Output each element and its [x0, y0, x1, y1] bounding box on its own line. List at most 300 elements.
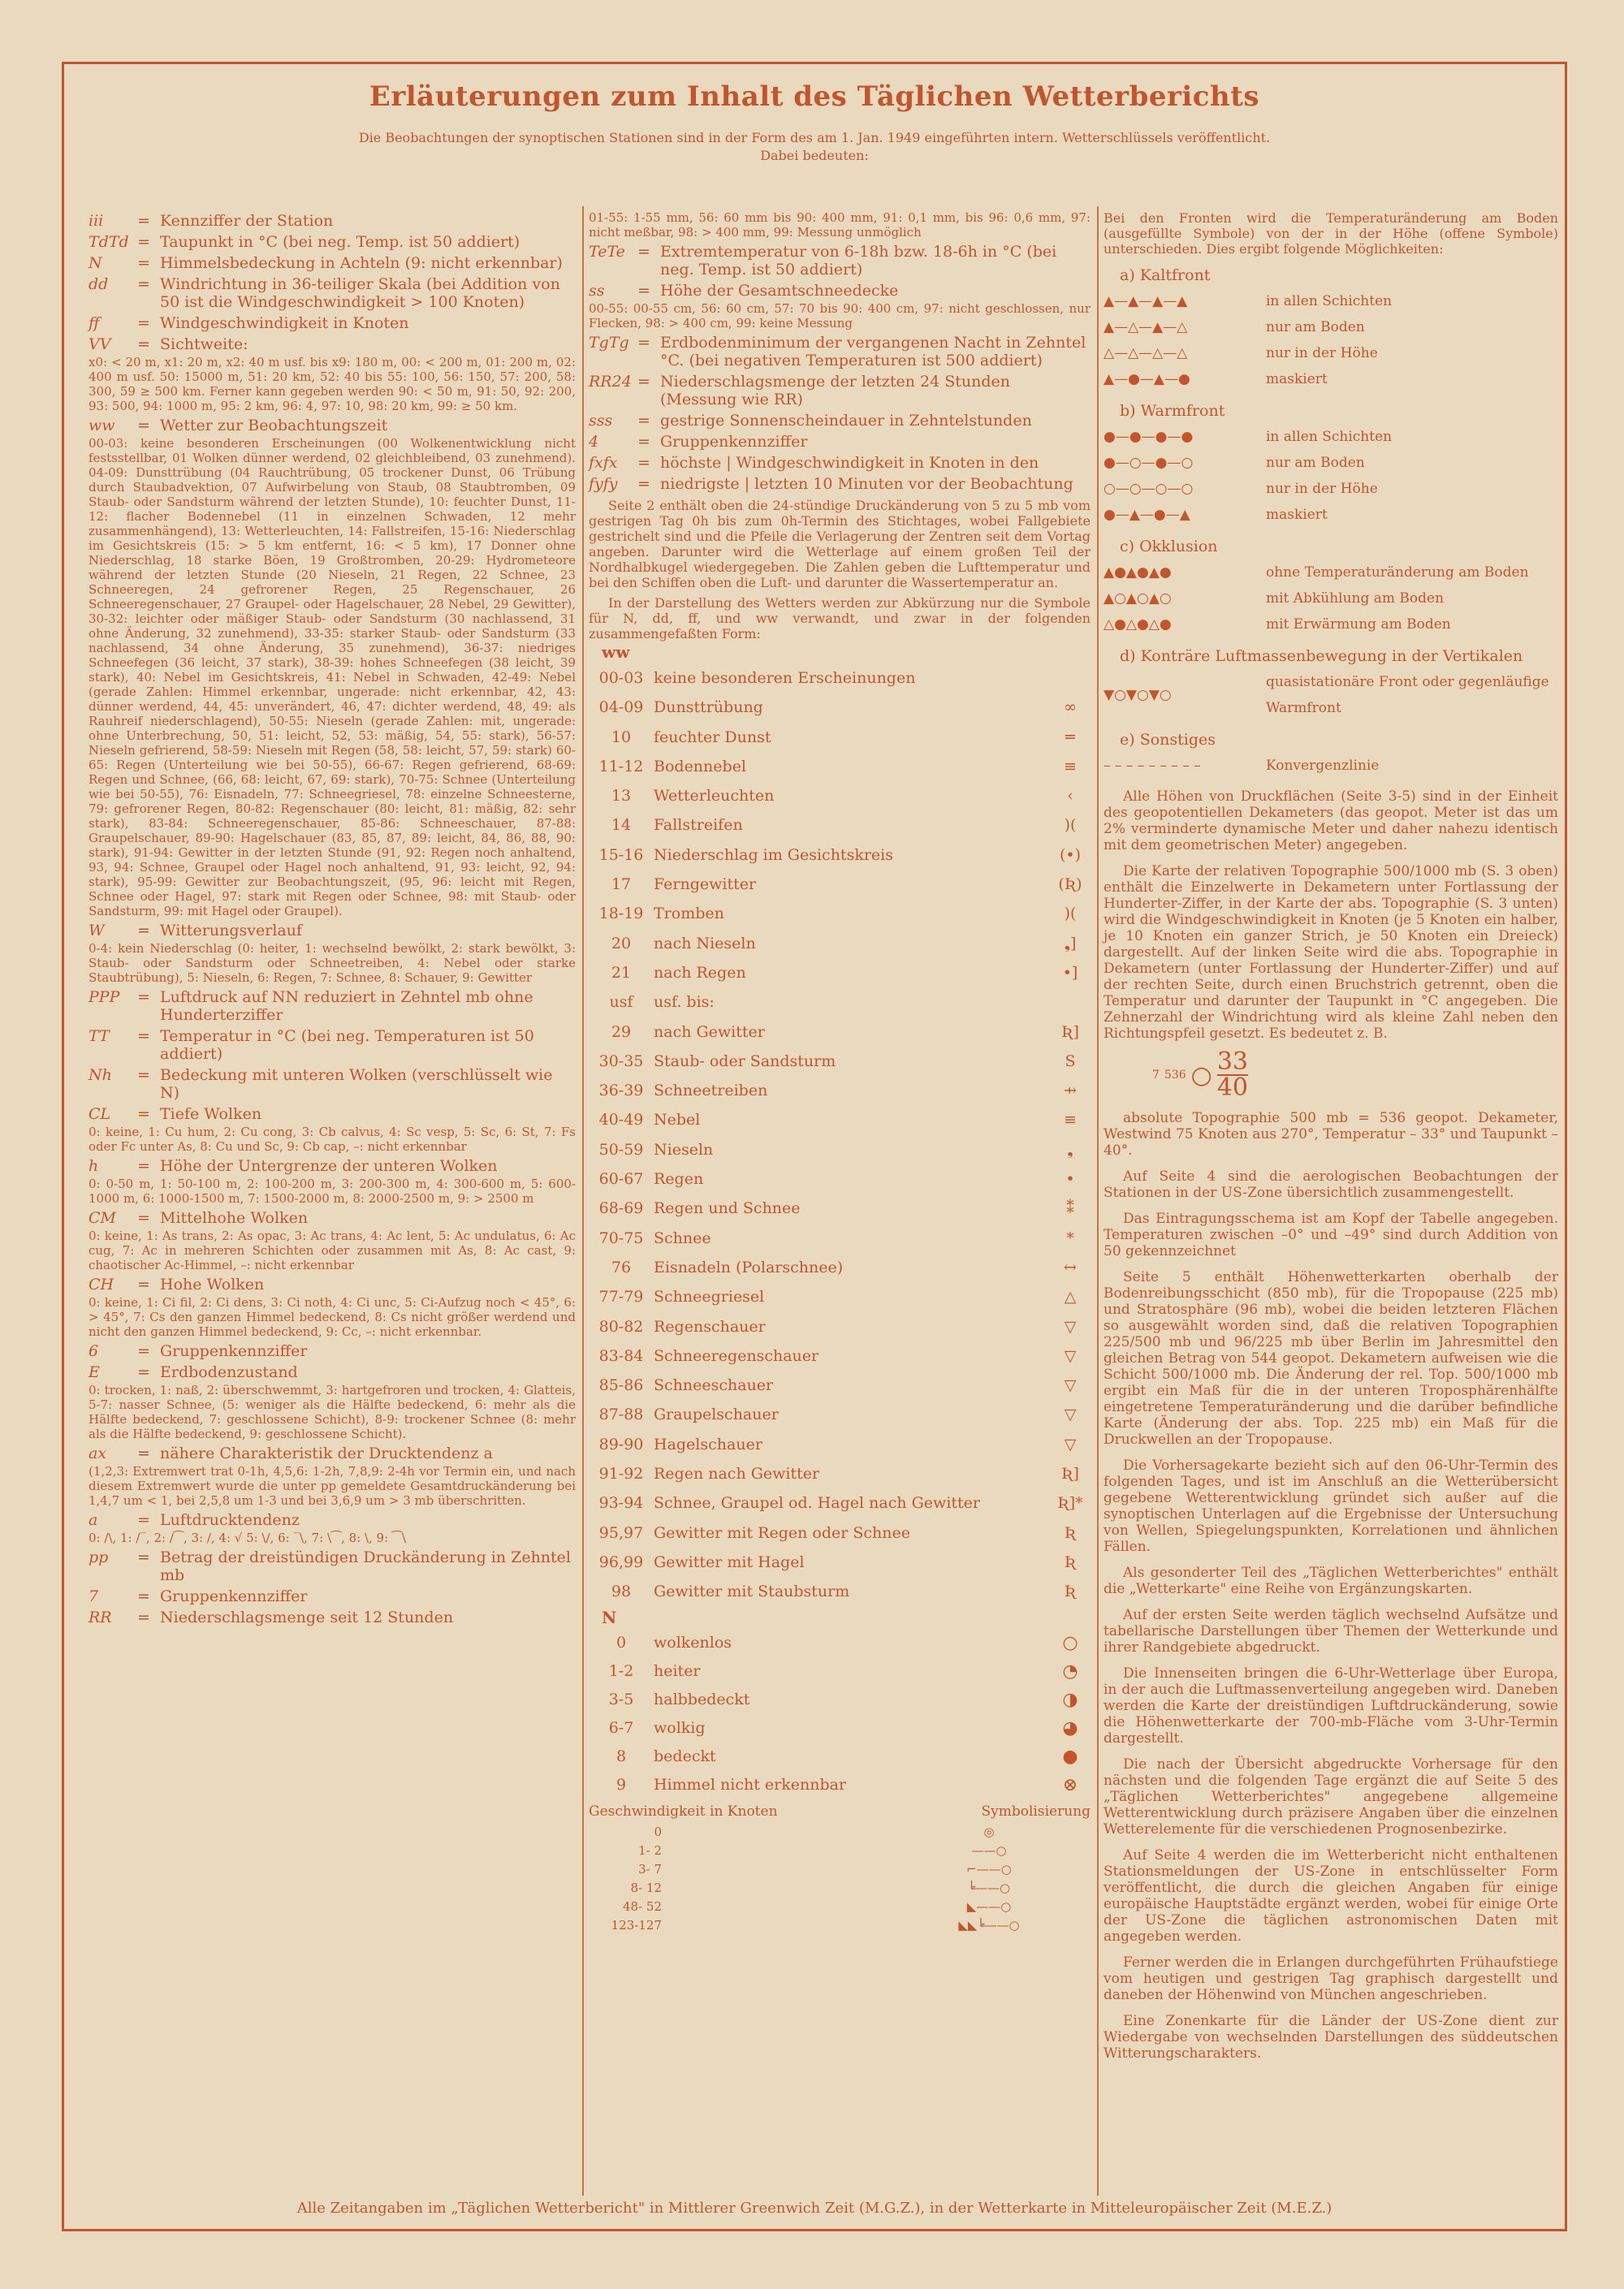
- equals-sign: =: [637, 412, 650, 430]
- column-3: [1104, 209, 1558, 2062]
- symbol-row: [589, 1548, 1091, 1577]
- paragraph: Ferner werden die in Erlangen durchgeführten Frühaufstiege vom heutigen und gestrigen Tag graphisch dargestellt und daneben der Höhenwind von München angeschrieben.: [1104, 1954, 1558, 2003]
- speed-header: [589, 1804, 1091, 1820]
- equals-sign: =: [137, 988, 150, 1006]
- symbol-code: 40-49: [598, 1111, 644, 1129]
- symbol-code: 04-09: [598, 698, 644, 717]
- equals-sign: =: [137, 1548, 150, 1566]
- spacer: [662, 1898, 888, 1916]
- code-entry: [89, 1609, 576, 1626]
- code-symbol: CL: [89, 1105, 111, 1123]
- code-symbol: h: [89, 1157, 99, 1175]
- symbol-code: 93-94: [598, 1494, 644, 1513]
- symbol-meaning: nach Regen: [654, 963, 746, 982]
- equals-sign: =: [137, 233, 150, 251]
- paragraph: In der Darstellung des Wetters werden zur Abkürzung nur die Symbole für N, dd, ff, und ww verwandt, und zwar in der folgenden zusammengefaßten Form:: [589, 595, 1091, 641]
- code-description: Erdbodenminimum der vergangenen Nacht in Zehntel °C. (bei negativen Temperaturen ist 500 addiert): [660, 334, 1086, 369]
- front-row: [1104, 340, 1558, 366]
- symbol-code: 76: [611, 1258, 632, 1276]
- front-row: [1104, 366, 1558, 392]
- code-description: Gruppenkennziffer: [660, 433, 808, 451]
- entry-detail: (1,2,3: Extremwert trat 0-1h, 4,5,6: 1-2h, 7,8,9: 2-4h vor Termin ein, und nach diesem Extremwert wurde die unter pp gemeldete Gesamtdruckänderung bei 1,4,7 um < 1, bei 2,5,8 um 1-3 und bei 3,6,9 um > 3 mb überschritten.: [89, 1464, 576, 1508]
- speed-value: 1- 2: [638, 1842, 662, 1858]
- symbol-row: [589, 1714, 1091, 1743]
- entry-detail: 0: /\, 1: /‾, 2: /⁀, 3: /, 4: √ 5: \/, 6: ‾\, 7: \⁀, 8: \, 9: ⁀\: [89, 1531, 407, 1545]
- symbol-code: 96,99: [598, 1553, 644, 1571]
- equals-sign: =: [137, 1342, 150, 1360]
- symbol-row: [589, 840, 1091, 870]
- code-entry: [89, 1209, 576, 1227]
- weather-symbol-icon: ▽: [1064, 1406, 1077, 1424]
- weather-symbol-icon: ○: [1062, 1632, 1078, 1653]
- code-description: Erdbodenzustand: [160, 1363, 298, 1381]
- equals-sign: =: [137, 1157, 150, 1175]
- example-temp: 33: [1216, 1047, 1249, 1076]
- equals-sign: =: [137, 1027, 150, 1045]
- paragraph: Das Eintragungsschema ist am Kopf der Tabelle angegeben. Temperaturen zwischen –0° und –49° sind durch Addition von 50 gekennzeichnet: [1104, 1211, 1558, 1259]
- page-title: Erläuterungen zum Inhalt des Täglichen Wetterberichts: [369, 80, 1260, 113]
- symbol-meaning: Gewitter mit Staubsturm: [654, 1583, 850, 1601]
- speed-row: [589, 1823, 1091, 1842]
- code-symbol: ff: [89, 314, 100, 332]
- code-entry: [89, 314, 576, 332]
- weather-symbol-icon: Ʀ: [1064, 1523, 1077, 1542]
- fronts: [1104, 268, 1558, 779]
- symbol-row: [589, 810, 1091, 840]
- symbol-code: usf: [609, 993, 633, 1012]
- front-symbol-icon: △●△●△●: [1104, 616, 1172, 633]
- symbol-meaning: nach Nieseln: [654, 934, 756, 952]
- symbol-row: [589, 752, 1091, 781]
- symbol-meaning: Schnee: [654, 1229, 711, 1247]
- weather-symbol-icon: ⊗: [1062, 1774, 1078, 1795]
- paragraph: Die Innenseiten bringen die 6-Uhr-Wetterlage über Europa, in der auch die Luftmassenverteilung angegeben wird. Daneben werden die Karte der dreistündigen Luftdruckänderung, sowie die Höhenwetterkarte der 700-mb-Fläche vom 3-Uhr-Termin dargestellt.: [1104, 1665, 1558, 1747]
- code-symbol: 6: [89, 1342, 99, 1360]
- weather-symbol-icon: )(: [1064, 905, 1077, 923]
- equals-sign: =: [637, 475, 650, 493]
- weather-symbol-icon: ▽: [1064, 1435, 1077, 1453]
- intro: [162, 129, 1467, 165]
- symbol-row: [589, 663, 1091, 693]
- symbol-code: 30-35: [598, 1052, 644, 1070]
- front-meaning: maskiert: [1266, 507, 1328, 523]
- paragraph: absolute Topographie 500 mb = 536 geopot. Dekameter, Westwind 75 Knoten aus 270°, Temperatur – 33° und Taupunkt – 40°.: [1104, 1110, 1558, 1159]
- equals-sign: =: [137, 1511, 150, 1529]
- weather-symbol-icon: Ʀ]*: [1057, 1494, 1083, 1513]
- entry-detail: 0: keine, 1: Ci fil, 2: Ci dens, 3: Ci noth, 4: Ci unc, 5: Ci-Aufzug noch < 45°, 6: > 45°, 7: Cs den ganzen Himmel bedeckend, 8: Cs nicht größer werdend und nicht den ganzen Himmel bedeckend, 9: Cc, –: nicht erkennbar.: [89, 1295, 576, 1339]
- code-entry: [89, 988, 576, 1024]
- equals-sign: =: [137, 1587, 150, 1605]
- ww-list: [589, 663, 1091, 1607]
- paragraph: Seite 5 enthält Höhenwetterkarten oberhalb der Bodenreibungsschicht (850 mb), für die Tropopause (225 mb) und Stratosphäre (96 mb), wobei die beiden letzteren Flächen so ausgewählt worden sind, daß die relativen Topographien 225/500 mb und 96/225 mb über Berlin im Jahresmittel den gleichen Betrag von 544 geopot. Dekametern aufweisen wie die Schicht 500/1000 mb. Die Änderung der rel. Top. 500/1000 mb ergibt ein Maß für die in der unteren Troposphärenhälfte eingetretene Temperaturänderung und die darüber befindliche Karte (Änderung der abs. Top. 225 mb) ein Maß für die Druckwellen an der Tropopause.: [1104, 1269, 1558, 1448]
- code-symbol: iii: [89, 212, 104, 230]
- example-height: 536: [1164, 1068, 1186, 1082]
- symbol-row: [589, 1430, 1091, 1459]
- code-entry: [589, 282, 1091, 300]
- symbol-code: 15-16: [598, 845, 644, 864]
- code-description: Hohe Wolken: [160, 1276, 265, 1294]
- weather-symbol-icon: Ʀ: [1064, 1553, 1077, 1571]
- symbol-meaning: Schneetreiben: [654, 1082, 768, 1100]
- code-entry: [89, 212, 576, 230]
- front-row: [1104, 450, 1558, 476]
- symbol-row: [589, 723, 1091, 752]
- symbol-row: [589, 1459, 1091, 1488]
- weather-symbol-icon: Ʀ: [1064, 1583, 1077, 1601]
- front-symbol-icon: △—△—△—△: [1104, 345, 1188, 361]
- equals-sign: =: [137, 1066, 150, 1084]
- weather-symbol-icon: ▽: [1064, 1317, 1077, 1336]
- code-description: Windrichtung in 36-teiliger Skala (bei Addition von 50 ist die Windgeschwindigkeit > 100 Knoten): [160, 275, 560, 311]
- front-meaning: ohne Temperaturänderung am Boden: [1266, 564, 1529, 581]
- symbol-code: 10: [611, 728, 632, 746]
- speed-header-right: Symbolisierung: [981, 1803, 1091, 1820]
- entry-detail: 00-03: keine besonderen Erscheinungen (00 Wolkenentwicklung nicht festsstellbar, 01 Wolken dünner werdend, 02 gleichbleibend, 03 zunehmend). 04-09: Dunsttrübung (04 Rauchtrübung, 05 trockener Dunst, 06 Trübung durch Staubadvektion, 07 Aufwirbelung von Staub, 08 Staubtromben, 09 Staub- oder Sandsturm während der letzten Stunde), 10: feuchter Dunst, 11-12: flacher Bodennebel (11 in einzelnen Schwaden, 12 mehr zusammenhängend), 13: Wetterleuchten, 14: Fallstreifen, 15-16: Niederschlag im Gesichtskreis (15: > 5 km entfernt, 16: < 5 km), 17 Donner ohne Niederschlag, 18 starke Böen, 19 Großtromben, 20-29: Hydrometeore während der letzten Stunde (20 Nieseln, 21 Regen, 22 Schnee, 23 Schneeregen, 24 gefrorener Regen, 25 Regenschauer, 26 Schneeregenschauer, 27 Graupel- oder Hagelschauer, 28 Nebel, 29 Gewitter), 30-32: leichter oder mäßiger Staub- oder Sandsturm (30 nachlassend, 31 ohne Änderung, 32 zunehmend), 33-35: starker Staub- oder Sandsturm (33 nachlassend, 34 ohne Änderung, 35 zunehmend), 36-37: niedriges Schneefegen (36 leicht, 37 stark), 38-39: hohes Schneefegen (38 leicht, 39 stark), 40: Nebel im Gesichtskreis, 41: Nebel in Schwaden, 42-49: Nebel (gerade Zahlen: Himmel erkennbar, ungerade: nicht erkennbar, 42, 43: dünner werdend, 44, 45: unverändert, 46, 47: dichter werdend, 48, 49: als Rauhreif niederschlagend), 50-55: Nieseln (gerade Zahlen: mit, ungerade: ohne Unterbrechung, 50, 51: leicht, 52, 53: mäßig, 54, 55: stark), 56-57: Nieseln gefrierend, 58-59: Nieseln mit Regen (58, 58: leicht, 57, 59: stark) 60-65: Regen (Unterteilung wie bei 50-55), 66-67: Regen gefrierend, 68-69: Regen und Schnee, (66, 68: leicht, 67, 69: stark), 70-75: Schnee (Unterteilung wie bei 50-55), 76: Eisnadeln, 77: Schneegriesel, 78: einzelne Schneesterne, 79: gefrorener Regen, 80-82: Regenschauer (80: leicht, 81: mäßig, 82: sehr stark), 83-84: Schneeregenschauer, 85-86: Schneeschauer, 87-88: Graupelschauer, 89-90: Hagelschauer (83, 85, 87, 89: leicht, 84, 86, 88, 90: stark), 91-94: Gewitter in der letzten Stunde (91, 92: Regen noch anhaltend, 93, 94: Schnee, Graupel oder Hagel noch anhaltend, 91, 93: leicht, 92, 94: stark), 95-99: Gewitter zur Beobachtungszeit, (95, 96: leicht mit Regen, Schnee oder Hagel, 97: stark mit Regen oder Schnee, 98: mit Staub- oder Sandsturm, 99: mit Hagel oder Graupel).: [89, 436, 576, 918]
- symbol-meaning: feuchter Dunst: [654, 728, 771, 746]
- code-symbol: TeTe: [589, 243, 625, 261]
- column-divider-2: [1097, 206, 1099, 2196]
- symbol-row: [589, 1577, 1091, 1606]
- symbol-meaning: nach Gewitter: [654, 1022, 765, 1041]
- weather-symbol-icon: Ʀ]: [1061, 1465, 1079, 1484]
- code-symbol: Nh: [89, 1066, 112, 1084]
- wind-barb-icon: ⌐——○: [966, 1861, 1012, 1877]
- symbol-row: [589, 1629, 1091, 1657]
- symbol-code: 83-84: [598, 1346, 644, 1365]
- symbol-row: [589, 1657, 1091, 1686]
- symbol-row: [589, 781, 1091, 810]
- code-description: niedrigste | letzten 10 Minuten vor der Beobachtung: [660, 475, 1073, 493]
- wind-barb-icon: ——○: [971, 1842, 1007, 1858]
- code-entry: [89, 233, 576, 251]
- equals-sign: =: [637, 282, 650, 300]
- equals-sign: =: [137, 314, 150, 332]
- code-description: nähere Charakteristik der Drucktendenz a: [160, 1445, 493, 1462]
- code-symbol: CH: [89, 1276, 114, 1294]
- code-description: Taupunkt in °C (bei neg. Temp. ist 50 addiert): [160, 233, 520, 251]
- front-symbol-icon: ○—○—○—○: [1104, 481, 1194, 497]
- equals-sign: =: [137, 212, 150, 230]
- code-entry: [589, 475, 1091, 493]
- example-notation: [1152, 1047, 1558, 1102]
- symbol-meaning: Nieseln: [654, 1140, 714, 1159]
- code-description: Extremtemperatur von 6-18h bzw. 18-6h in °C (bei neg. Temp. ist 50 addiert): [660, 243, 1057, 279]
- code-symbol: RR: [89, 1609, 112, 1626]
- speed-header-left: Geschwindigkeit in Knoten: [589, 1803, 778, 1820]
- spacer: [662, 1842, 888, 1860]
- equals-sign: =: [137, 335, 150, 353]
- code-entry: [89, 275, 576, 311]
- code-entry: [89, 335, 576, 353]
- code-symbol: 4: [589, 433, 599, 451]
- symbol-meaning: keine besonderen Erscheinungen: [654, 669, 916, 687]
- front-symbol-icon: ▲●▲●▲●: [1104, 564, 1172, 581]
- symbol-code: 68-69: [598, 1199, 644, 1218]
- weather-symbol-icon: *: [1066, 1229, 1074, 1247]
- symbol-row: [589, 1282, 1091, 1311]
- equals-sign: =: [137, 922, 150, 939]
- code-symbol: a: [89, 1511, 98, 1529]
- weather-symbol-icon: S: [1065, 1052, 1076, 1070]
- weather-symbol-icon: (•): [1059, 845, 1082, 864]
- code-symbol: ww: [89, 417, 115, 434]
- code-symbol: TdTd: [89, 233, 129, 251]
- weather-symbol-icon: ═: [1065, 728, 1075, 746]
- code-symbol: VV: [89, 335, 111, 353]
- front-symbol-icon: – – – – – – – – –: [1104, 758, 1201, 774]
- code-description: Kennziffer der Station: [160, 212, 334, 230]
- symbol-row: [589, 958, 1091, 987]
- symbol-row: [589, 1164, 1091, 1194]
- symbol-meaning: halbbedeckt: [654, 1690, 750, 1708]
- symbol-row: [589, 870, 1091, 899]
- equals-sign: =: [137, 417, 150, 434]
- symbol-row: [589, 1105, 1091, 1134]
- code-symbol: dd: [89, 275, 109, 293]
- symbol-meaning: usf. bis:: [654, 993, 715, 1012]
- code-entry: [89, 1027, 576, 1063]
- entry-detail: x0: < 20 m, x1: 20 m, x2: 40 m usf. bis x9: 180 m, 00: < 200 m, 01: 200 m, 02: 400 m usf. 50: 15000 m, 51: 20 km, 52: 40 bis 55: 100, 56: 150, 57: 200, 58: 300, 59 ≥ 500 km. Ferner kann gegeben werden 90: < 50 m, 91: 50, 92: 200, 93: 500, 94: 1000 m, 95: 2 km, 96: 4, 97: 10, 98: 20 km, 99: ≥ 50 km.: [89, 355, 576, 413]
- code-symbol: PPP: [89, 988, 120, 1006]
- symbol-code: 60-67: [598, 1170, 644, 1189]
- symbol-meaning: Schneeregenschauer: [654, 1346, 819, 1365]
- column-1: [89, 209, 576, 1626]
- spacer: [662, 1823, 888, 1842]
- code-symbol: ax: [89, 1445, 107, 1462]
- code-description: Windgeschwindigkeit in Knoten: [160, 314, 409, 332]
- equals-sign: =: [137, 1209, 150, 1227]
- speed-value: 0: [654, 1824, 662, 1839]
- code-description: Wetter zur Beobachtungszeit: [160, 417, 388, 434]
- code-entry: [89, 1105, 576, 1123]
- symbol-code: 3-5: [608, 1690, 634, 1708]
- code-entry: [89, 417, 576, 434]
- symbol-meaning: Graupelschauer: [654, 1406, 779, 1424]
- code-description: Mittelhohe Wolken: [160, 1209, 309, 1227]
- speed-row: [589, 1916, 1091, 1935]
- equals-sign: =: [637, 334, 650, 352]
- symbol-code: 21: [611, 963, 632, 982]
- weather-symbol-icon: Ʀ]: [1061, 1022, 1079, 1041]
- code-description: Sichtweite:: [160, 335, 248, 353]
- weather-symbol-icon: •]: [1062, 963, 1078, 982]
- weather-symbol-icon: ◔: [1062, 1661, 1078, 1682]
- code-symbol: fxfx: [589, 454, 618, 472]
- weather-symbol-icon: (Ʀ): [1058, 875, 1082, 894]
- front-meaning: nur in der Höhe: [1266, 345, 1378, 361]
- code-description: gestrige Sonnenscheindauer in Zehntelstunden: [660, 412, 1032, 430]
- code-entry: [89, 1548, 576, 1584]
- front-row: [1104, 559, 1558, 585]
- code-entry: [89, 1342, 576, 1360]
- front-row: [1104, 314, 1558, 340]
- symbol-row: [589, 1194, 1091, 1223]
- symbol-row: [589, 1771, 1091, 1799]
- symbol-code: 20: [611, 934, 632, 952]
- symbol-meaning: Regen und Schnee: [654, 1199, 801, 1218]
- symbol-row: [589, 929, 1091, 958]
- weather-symbol-icon: △: [1064, 1288, 1077, 1306]
- symbol-code: 87-88: [598, 1406, 644, 1424]
- symbol-row: [589, 1135, 1091, 1164]
- front-symbol-icon: ▲○▲○▲○: [1104, 590, 1172, 607]
- intro-line-2: Dabei bedeuten:: [760, 148, 869, 163]
- paragraph: Auf Seite 4 sind die aerologischen Beobachtungen der Stationen in der US-Zone übersichtlich zusammengestellt.: [1104, 1168, 1558, 1201]
- speed-list: [589, 1823, 1091, 1935]
- example-fraction: [1216, 1047, 1249, 1102]
- speed-row: [589, 1842, 1091, 1860]
- code-symbol: N: [89, 254, 102, 272]
- n-header: N: [602, 1607, 617, 1627]
- symbol-code: 8: [615, 1747, 627, 1765]
- entry-detail: 0: keine, 1: Cu hum, 2: Cu cong, 3: Cb calvus, 4: Sc vesp, 5: Sc, 6: St, 7: Fs oder Fc unter As, 8: Cu und Sc, 9: Cb cap, –: nicht erkennbar: [89, 1125, 576, 1154]
- speed-value: 123-127: [611, 1917, 662, 1933]
- symbol-row: [589, 1488, 1091, 1518]
- front-meaning: in allen Schichten: [1266, 429, 1393, 445]
- wind-barb-icon: ◎: [983, 1824, 995, 1839]
- code-description: Betrag der dreistündigen Druckänderung in Zehntel mb: [160, 1548, 571, 1584]
- symbol-meaning: Ferngewitter: [654, 875, 757, 894]
- weather-symbol-icon: ▽: [1064, 1346, 1077, 1365]
- column-2-top: [589, 210, 1091, 493]
- symbol-code: 6-7: [608, 1718, 634, 1737]
- weather-symbol-icon: ∞: [1064, 698, 1077, 717]
- weather-symbol-icon: [1050, 663, 1091, 693]
- symbol-code: 29: [611, 1022, 632, 1041]
- front-row: [1104, 669, 1558, 721]
- code-entry: [589, 412, 1091, 430]
- code-description: Himmelsbedeckung in Achteln (9: nicht erkennbar): [160, 254, 563, 272]
- symbol-code: 18-19: [598, 905, 644, 923]
- symbol-meaning: Nebel: [654, 1111, 701, 1129]
- front-row: [1104, 585, 1558, 611]
- front-row: [1104, 476, 1558, 502]
- code-symbol: CM: [89, 1209, 116, 1227]
- equals-sign: =: [137, 1363, 150, 1381]
- weather-symbol-icon: ≡: [1064, 757, 1077, 775]
- front-meaning: maskiert: [1266, 371, 1328, 387]
- example-dew: 40: [1216, 1073, 1249, 1102]
- spacer: [662, 1916, 888, 1935]
- equals-sign: =: [137, 254, 150, 272]
- symbol-code: 85-86: [598, 1376, 644, 1395]
- front-heading: e) Sonstiges: [1120, 731, 1216, 749]
- front-row: [1104, 502, 1558, 528]
- symbol-row: [589, 693, 1091, 722]
- code-description: Bedeckung mit unteren Wolken (verschlüsselt wie N): [160, 1066, 553, 1102]
- entry-detail: 0: trocken, 1: naß, 2: überschwemmt, 3: hartgefroren und trocken, 4: Glatteis, 5-7: nasser Schnee, (5: weniger als die Hälfte bedeckend, 6: mehr als die Hälfte bedeckend, 7: geschlossene Schicht), 8-9: trockener Schnee (8: mehr als die Hälfte bedeckend, 9: geschlossene Schicht).: [89, 1383, 576, 1441]
- code-description: Tiefe Wolken: [160, 1105, 262, 1123]
- symbol-code: 95,97: [598, 1523, 644, 1542]
- front-meaning: quasistationäre Front oder gegenläufige Warmfront: [1266, 674, 1549, 716]
- front-symbol-icon: ●—●—●—●: [1104, 429, 1194, 445]
- symbol-meaning: heiter: [654, 1661, 701, 1680]
- symbol-meaning: Tromben: [654, 905, 724, 923]
- symbol-meaning: Himmel nicht erkennbar: [654, 1775, 847, 1794]
- symbol-code: 9: [615, 1775, 627, 1794]
- weather-symbol-icon: )(: [1064, 816, 1077, 835]
- column-2-paragraphs: [589, 498, 1091, 641]
- symbol-code: 17: [611, 875, 632, 894]
- code-entry: [589, 243, 1091, 279]
- code-symbol: TT: [89, 1027, 110, 1045]
- symbol-row: [589, 899, 1091, 928]
- front-symbol-icon: ▲—●—▲—●: [1104, 371, 1190, 387]
- front-meaning: nur am Boden: [1266, 455, 1365, 471]
- code-symbol: E: [89, 1363, 100, 1381]
- equals-sign: =: [137, 1105, 150, 1123]
- front-meaning: nur in der Höhe: [1266, 481, 1378, 497]
- code-description: Witterungsverlauf: [160, 922, 302, 939]
- weather-symbol-icon: ◕: [1062, 1717, 1078, 1738]
- code-description: Höhe der Untergrenze der unteren Wolken: [160, 1157, 498, 1175]
- symbol-code: 14: [611, 816, 632, 835]
- symbol-row: [589, 1017, 1091, 1047]
- paragraph: Die Karte der relativen Topographie 500/1000 mb (S. 3 oben) enthält die Einzelwerte in Dekametern unter Fortlassung der Hunderter-Ziffer, in der Karte der abs. Topographie (S. 3 unten) wird die Windgeschwindigkeit in Knoten (je 5 Knoten ein halber, je 10 Knoten ein ganzer Strich, je 50 Knoten ein Dreieck) dargestellt. Auf der linken Seite wird die abs. Topographie in Dekametern (unter Fortlassung der Hunderter-Ziffer) und auf der rechten Seite, durch einen Bruchstrich getrennt, oben die Temperatur und darunter der Taupunkt in °C angegeben. Die Zehnerzahl der Windrichtung wird als kleine Zahl neben den Richtungspfeil gesetzt. Es bedeutet z. B.: [1104, 863, 1558, 1042]
- wind-barb-icon: ◣——○: [966, 1898, 1012, 1914]
- code-description: Niederschlagsmenge der letzten 24 Stunden (Messung wie RR): [660, 373, 1010, 408]
- front-symbol-icon: ●—▲—●—▲: [1104, 507, 1190, 523]
- code-entry: [89, 1363, 576, 1381]
- symbol-row: [589, 1341, 1091, 1371]
- wind-barb-icon: ╘——○: [967, 1880, 1011, 1895]
- symbol-code: 1-2: [608, 1661, 634, 1680]
- paragraph: Alle Höhen von Druckflächen (Seite 3-5) sind in der Einheit des geopotentiellen Dekameters (das geopot. Meter ist das um 2% verminderte dynamische Meter und daher nahezu identisch mit dem geometrischen Meter) angegeben.: [1104, 788, 1558, 853]
- entry-detail: 0: 0-50 m, 1: 50-100 m, 2: 100-200 m, 3: 200-300 m, 4: 300-600 m, 5: 600-1000 m, 6: 1000-1500 m, 7: 1500-2000 m, 8: 2000-2500 m, 9: > 2500 m: [89, 1177, 576, 1206]
- weather-symbol-icon: [1050, 987, 1091, 1017]
- symbol-meaning: Gewitter mit Hagel: [654, 1553, 805, 1571]
- front-heading: c) Okklusion: [1120, 538, 1218, 555]
- weather-symbol-icon: ↔: [1064, 1258, 1077, 1276]
- symbol-row: [589, 1686, 1091, 1714]
- equals-sign: =: [637, 243, 650, 261]
- code-description: Luftdruck auf NN reduziert in Zehntel mb ohne Hunderterziffer: [160, 988, 533, 1024]
- paragraph: Eine Zonenkarte für die Länder der US-Zone dient zur Wiedergabe von wechselnden Darstellungen des süddeutschen Witterungscharakters.: [1104, 2013, 1558, 2062]
- intro-line-1: Die Beobachtungen der synoptischen Stationen sind in der Form des am 1. Jan. 1949 eingeführten intern. Wetterschlüssels veröffentlicht.: [358, 130, 1271, 145]
- symbol-meaning: Gewitter mit Regen oder Schnee: [654, 1523, 910, 1542]
- symbol-row: [589, 1371, 1091, 1400]
- code-entry: [89, 1157, 576, 1175]
- weather-symbol-icon: ‹: [1067, 787, 1073, 805]
- front-meaning: nur am Boden: [1266, 319, 1365, 335]
- station-circle-icon: ○: [1190, 1060, 1212, 1090]
- front-meaning: in allen Schichten: [1266, 293, 1393, 309]
- symbol-meaning: Regenschauer: [654, 1317, 766, 1336]
- symbol-row: [589, 1518, 1091, 1548]
- weather-symbol-icon: •: [1065, 1170, 1075, 1189]
- equals-sign: =: [137, 1276, 150, 1294]
- code-description: Luftdrucktendenz: [160, 1511, 300, 1529]
- fronts-intro: Bei den Fronten wird die Temperaturänderung am Boden (ausgefüllte Symbole) von der in der Höhe (offene Symbole) unterschieden. Dies ergibt folgende Möglichkeiten:: [1104, 210, 1558, 257]
- code-description: höchste | Windgeschwindigkeit in Knoten in den: [660, 454, 1039, 472]
- speed-row: [589, 1860, 1091, 1879]
- code-entry: [589, 454, 1091, 472]
- example-dir: 7: [1152, 1068, 1160, 1082]
- front-heading: d) Konträre Luftmassenbewegung in der Vertikalen: [1120, 647, 1523, 665]
- symbol-meaning: Regen: [654, 1170, 704, 1189]
- page-frame: [62, 62, 1567, 2231]
- front-meaning: Konvergenzlinie: [1266, 758, 1380, 774]
- code-symbol: pp: [89, 1548, 109, 1566]
- symbol-row: [589, 1076, 1091, 1105]
- symbol-row: [589, 1743, 1091, 1771]
- symbol-code: 11-12: [598, 757, 644, 775]
- spacer: [662, 1879, 888, 1898]
- front-row: [1104, 753, 1558, 779]
- speed-value: 3- 7: [638, 1861, 662, 1877]
- symbol-code: 77-79: [598, 1288, 644, 1306]
- weather-symbol-icon: ⇸: [1064, 1082, 1077, 1100]
